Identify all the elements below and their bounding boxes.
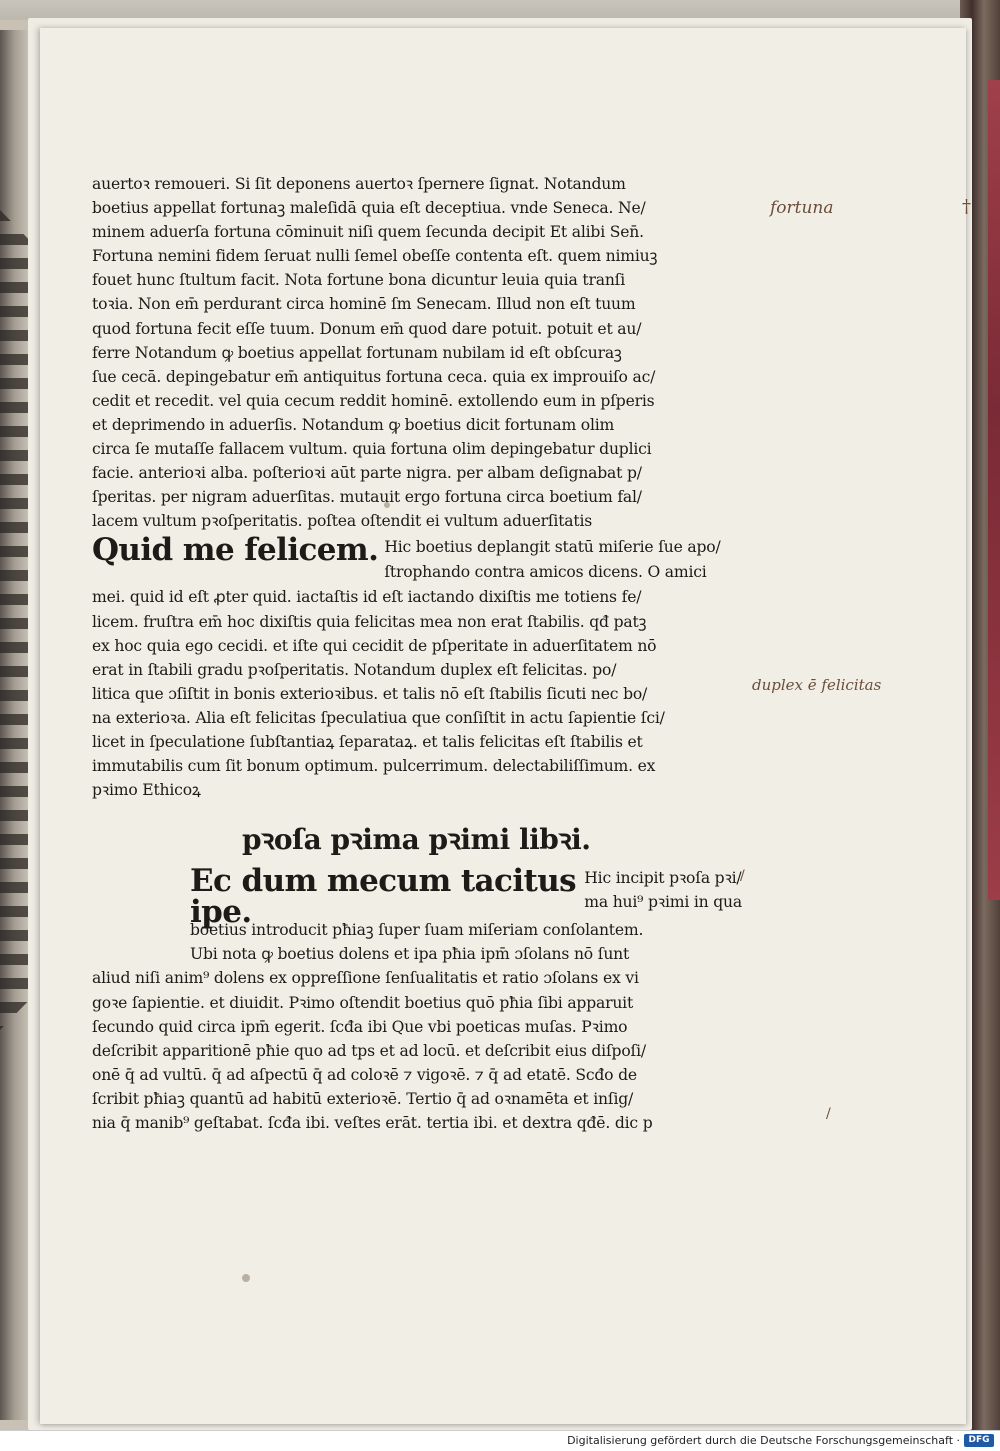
text-line: ſecundo quid circa ipm̄ egerit. ſcđa ibi Que vbi poeticas muſas. Pꝛimo — [92, 1017, 628, 1036]
scan-background-top — [0, 0, 1000, 20]
text-line: nia q̄ manib⁹ geſtabat. ſcđa ibi. veſtes erāt. tertia ibi. et dextra qđē. dic p — [92, 1114, 653, 1132]
text-line: pꝛimo Ethicoꝝ — [92, 781, 201, 800]
text-line: quod fortuna fecit eſſe tuum. Donum em̄ quod dare potuit. potuit et au/ — [92, 319, 642, 338]
funding-credit-text: Digitalisierung gefördert durch die Deutsche Forschungsgemeinschaft · — [567, 1434, 960, 1447]
text-line: boetius appellat fortunaꝫ maleſidā quia eſt deceptiua. vnde Seneca. Ne/ — [92, 199, 646, 218]
text-line: licem. fruſtra em̄ hoc dixiſtis quia felicitas mea non erat ſtabilis. qđ patꝫ — [92, 612, 647, 631]
margin-mark-dagger: † — [962, 196, 971, 217]
text-line: Hic boetius deplangit statū miſerie ſue apo/ — [384, 538, 721, 557]
text-line: onē q̄ ad vultū. q̄ ad aſpectū q̄ ad coloꝛē ⁊ vigoꝛē. ⁊ q̄ ad etatē. Scđo de — [92, 1065, 637, 1084]
margin-note-fortuna: fortuna — [770, 198, 834, 218]
text-line: toꝛia. Non em̄ perdurant circa hominē ſm Senecam. Illud non eſt tuum — [92, 295, 636, 314]
text-line: mei. quid id eſt ꝓter quid. iactaſtis id eſt iactando dixiſtis me totiens fe/ — [92, 588, 642, 607]
section-heading: pꝛoſa pꝛima pꝛimi libꝛi. — [242, 823, 591, 857]
text-line: facie. anterioꝛi alba. poſterioꝛi aūt parte nigra. per albam deſignabat p/ — [92, 464, 642, 483]
lemma-quid-me-felicem: Quid me felicem. — [92, 532, 379, 569]
text-line: minem aduerſa fortuna cōminuit niſi quem ſecunda decipit Et alibi Sen̄. — [92, 223, 644, 242]
margin-tick: / — [740, 868, 745, 884]
paragraph-bottom — [92, 918, 742, 1135]
lemma-haec-dum-mecum: Ec dum mecum tacitus ipe. — [190, 863, 577, 931]
text-line: ſue cecā. depingebatur em̄ antiquitus fortuna ceca. quia ex improuiſo ac/ — [92, 367, 656, 386]
text-line: erat in ſtabili gradu pꝛoſperitatis. Notandum duplex eſt felicitas. po/ — [92, 660, 617, 679]
red-bookmark-strip — [988, 80, 1000, 900]
text-line: deſcribit apparitionē pħie quo ad tps et ad locū. et deſcribit eius diſpoſi/ — [92, 1041, 646, 1060]
text-line: Ubi nota ꝙ boetius dolens et ipa pħia ipm̄ ɔſolans nō ſunt — [190, 945, 630, 964]
text-line: litica que ɔſiſtit in bonis exterioꝛibus. et talis nō eſt ſtabilis ſicuti nec bo/ — [92, 684, 648, 703]
text-line: goꝛe ſapientie. et diuidit. Pꝛimo oſtendit boetius quō pħia ſibi apparuit — [92, 993, 634, 1012]
text-line: na exterioꝛa. Alia eſt felicitas ſpeculatiua que conſiſtit in actu ſapientie ſci/ — [92, 708, 665, 727]
lemma-side-text — [384, 535, 720, 583]
text-line: ſperitas. per nigram aduerſitas. mutauit ergo fortuna circa boetium fal/ — [92, 488, 642, 507]
text-line: et deprimendo in aduerſis. Notandum ꝙ boetius dicit fortunam olim — [92, 415, 615, 434]
text-line: boetius introducit pħiaꝫ ſuper ſuam miſeriam conſolantem. — [190, 921, 644, 940]
text-line: ſtrophando contra amicos dicens. O amici — [384, 562, 707, 581]
dfg-logo: DFG — [964, 1434, 994, 1447]
text-line: circa ſe mutaſſe fallacem vultum. quia fortuna olim depingebatur duplici — [92, 440, 652, 459]
text-line: fouet hunc ſtultum facit. Nota fortune bona dicuntur leuia quia tranſi — [92, 271, 626, 290]
text-line: Hic incipit pꝛoſa pꝛi/ — [584, 869, 742, 888]
text-line: auertoꝛ remoueri. Si ſit deponens auertoꝛ ſpernere ſignat. Notandum — [92, 175, 626, 193]
paragraph-top — [92, 172, 742, 533]
text-line: immutabilis cum ſit bonum optimum. pulcerrimum. delectabiliſſimum. ex — [92, 757, 656, 776]
text-line: ſcribit pħiaꝫ quantū ad habitū exterioꝛē. Tertio q̄ ad oꝛnamēta et inſig/ — [92, 1089, 634, 1108]
digitization-footer — [0, 1430, 1000, 1451]
text-line: cedit et recedit. vel quia cecum reddit hominē. extollendo eum in pſperis — [92, 391, 655, 410]
text-line: ex hoc quia ego cecidi. et iſte qui cecidit de pſperitate in aduerſitatem nō — [92, 636, 657, 655]
text-line: licet in ſpeculatione ſubſtantiaꝝ ſeparataꝝ. et talis felicitas eſt ſtabilis et — [92, 732, 643, 751]
paper-spot — [242, 1274, 250, 1282]
text-line: ferre Notandum ꝙ boetius appellat fortunam nubilam id eſt obſcuraꝫ — [92, 343, 622, 362]
text-line: lacem vultum pꝛoſperitatis. poſtea oſtendit ei vultum aduerſitatis — [92, 512, 593, 531]
quid-me-felicem-row — [92, 532, 742, 585]
margin-tick: / — [826, 1106, 831, 1122]
commentary-text-block — [92, 172, 742, 1135]
paragraph-middle — [92, 585, 742, 802]
text-line: Fortuna nemini fidem ſeruat nulli ſemel obeſſe contenta eſt. quem nimiuꝫ — [92, 247, 658, 266]
text-line: aliud niſi anim⁹ dolens ex oppreſſione ſenſualitatis et ratio ɔſolans ex vi — [92, 969, 639, 988]
lemma-side-text — [584, 866, 742, 914]
margin-note-duplex-felicitas: duplex ē felicitas — [752, 676, 882, 694]
text-line: ma hui⁹ pꝛimi in qua — [584, 893, 742, 912]
